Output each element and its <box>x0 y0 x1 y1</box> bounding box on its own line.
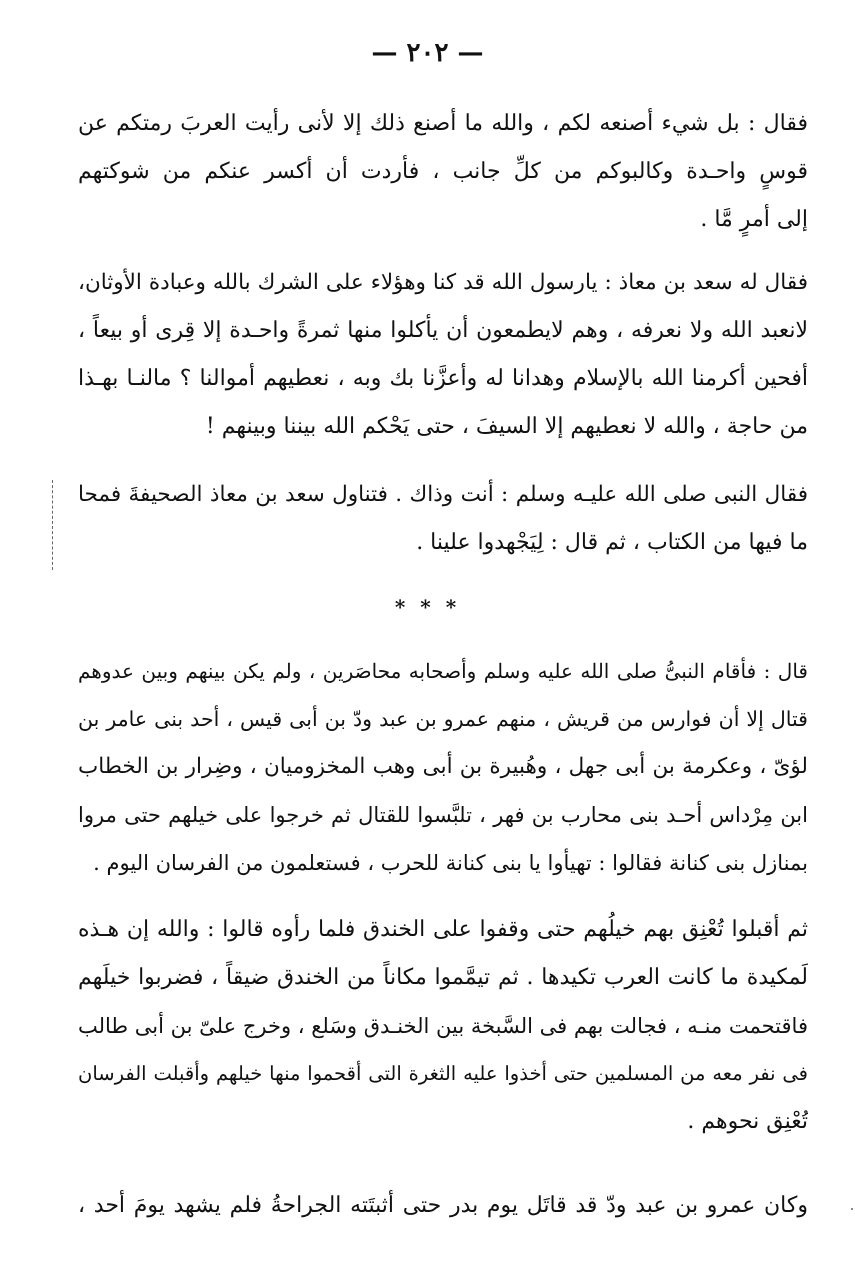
text-line: قال : فأقام النبىُّ صلى الله عليه وسلم وأصحابه محاصَرين ، ولم يكن بينهم وبين عدوهم <box>78 659 808 683</box>
paragraph-3 <box>78 471 808 567</box>
text-line: فى نفر معه من المسلمين حتى أخذوا عليه الثغرة التى أقحموا منها خيلهم وأقبلت الفرسان <box>78 1062 808 1085</box>
text-line: تُعْنِق نحوهم . <box>687 1109 808 1134</box>
paragraph-5 <box>78 906 808 1146</box>
text-line: وكان عمرو بن عبد ودّ قد قاتَل يوم بدر حتى أثبتَته الجراحةُ فلم يشهد يومَ أحد ، <box>78 1193 808 1218</box>
text-line: ابن مِرْداس أحـد بنى محارب بن فهر ، تلبَّسوا للقتال ثم خرجوا على خيلهم حتى مروا <box>78 803 808 827</box>
text-line: ثم أقبلوا تُعْنِق بهم خيلُهم حتى وقفوا على الخندق فلما رأوه قالوا : والله إن هـذه <box>78 917 808 942</box>
text-line: فاقتحمت منـه ، فجالت بهم فى السَّبخة بين الخنـدق وسَلع ، وخرج علىّ بن أبى طالب <box>78 1014 808 1038</box>
text-line: لَمكيدة ما كانت العرب تكيدها . ثم تيمَّموا مكاناً من الخندق ضيقاً ، فضربوا خيلَهم <box>78 965 808 990</box>
text-line: قوسٍ واحـدة وكالبوكم من كلِّ جانب ، فأردت أن أكسر عنكم من شوكتهم <box>78 159 808 184</box>
page-number: — ٢٠٢ — <box>371 38 484 68</box>
paragraph-6 <box>78 1182 808 1230</box>
section-divider: * * * <box>394 595 461 619</box>
text-line: قتال إلا أن فوارس من قريش ، منهم عمرو بن عبد ودّ بن أبى قيس ، أحد بنى عامر بن <box>78 707 808 731</box>
text-line: لؤىّ ، وعكرمة بن أبى جهل ، وهُبيرة بن أبى وهب المخزوميان ، وضِرار بن الخطاب <box>78 754 808 779</box>
text-line: لانعبد الله ولا نعرفه ، وهم لايطمعون أن يأكلوا منها ثمرةً واحـدة إلا قِرى أو بيعاً ، <box>78 318 808 343</box>
text-line: بمنازل بنى كنانة فقالوا : تهيأوا يا بنى كنانة للحرب ، فستعلمون من الفرسان اليوم . <box>93 851 808 875</box>
text-line: إلى أمرٍ مَّا . <box>700 207 808 232</box>
paragraph-2 <box>78 259 808 451</box>
text-line: أفحين أكرمنا الله بالإسلام وهدانا له وأعزَّنا بك وبه ، نعطيهم أموالنا ؟ مالنـا بهـذا <box>78 366 808 391</box>
text-line: فقال النبى صلى الله عليـه وسلم : أنت وذاك . فتناول سعد بن معاذ الصحيفةَ فمحا <box>78 482 808 507</box>
margin-mark <box>52 480 55 570</box>
text-line: فقال : بل شيء أصنعه لكم ، والله ما أصنع ذلك إلا لأنى رأيت العربَ رمتكم عن <box>78 111 808 136</box>
text-line: فقال له سعد بن معاذ : يارسول الله قد كنا وهؤلاء على الشرك بالله وعبادة الأوثان، <box>78 270 808 295</box>
text-line: من حاجة ، والله لا نعطيهم إلا السيفَ ، حتى يَحْكم الله بيننا وبينهم ! <box>205 414 808 439</box>
paragraph-4 <box>78 647 808 887</box>
scan-mark <box>851 1208 853 1210</box>
text-line: ما فيها من الكتاب ، ثم قال : لِيَجْهدوا علينا . <box>416 530 808 555</box>
paragraph-1 <box>78 100 808 244</box>
